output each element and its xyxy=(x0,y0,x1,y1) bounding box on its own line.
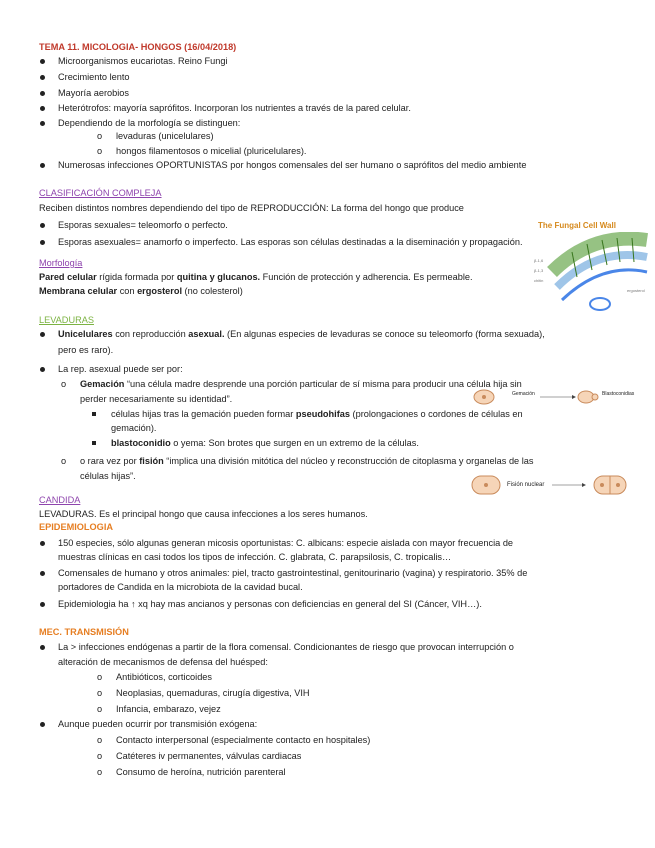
paragraph: Pared celular rígida formada por quitina y glucanos. Función de protección y adherencia. Es permeable. xyxy=(39,272,473,282)
list-item: Neoplasias, quemaduras, cirugía digestiva, VIH xyxy=(116,688,310,698)
sub-bullet: o xyxy=(61,379,67,389)
list-item: 150 especies, sólo algunas generan micosis oportunistas: C. albicans: especie aislada con mayor frecuencia de xyxy=(58,538,514,548)
list-item: Contacto interpersonal (especialmente contacto en hospitales) xyxy=(116,735,371,745)
section-heading-transmision: MEC. TRANSMISIÓN xyxy=(39,627,129,637)
list-item: Comensales de humano y otros animales: piel, tracto gastrointestinal, genitourinario (vagina) y respiratorio. 35% de xyxy=(58,568,528,578)
section-heading-morfologia: Morfología xyxy=(39,258,83,268)
fision-diagram xyxy=(470,474,630,498)
list-item: Aunque pueden ocurrir por transmisión exógena: xyxy=(58,719,258,729)
list-item: hongos filamentosos o micelial (pluricelulares). xyxy=(116,146,307,156)
list-item: levaduras (unicelulares) xyxy=(116,131,214,141)
list-item: Dependiendo de la morfología se distinguen: xyxy=(58,118,241,128)
list-item: Antibióticos, corticoides xyxy=(116,672,213,682)
bullet xyxy=(40,106,45,111)
sub-bullet: o xyxy=(97,751,103,761)
sub-bullet: o xyxy=(97,704,103,714)
bullet xyxy=(40,367,45,372)
sub-bullet: o xyxy=(61,456,67,466)
sub-bullet: o xyxy=(97,688,103,698)
section-heading-levaduras: LEVADURAS xyxy=(39,315,94,325)
paragraph: Reciben distintos nombres dependiendo del tipo de REPRODUCCIÓN: La forma del hongo que produce xyxy=(39,203,464,213)
bullet xyxy=(40,645,45,650)
sub-bullet: o xyxy=(97,767,103,777)
list-item: Mayoría aerobios xyxy=(58,88,129,98)
bullet xyxy=(40,240,45,245)
bullet xyxy=(40,602,45,607)
list-item: Catéteres iv permanentes, válvulas cardiacas xyxy=(116,751,302,761)
list-item: Unicelulares con reproducción asexual. (En algunas especies de levaduras se conoce su teleomorfo (forma sexuada), xyxy=(58,329,545,339)
list-item: Microorganismos eucariotas. Reino Fungi xyxy=(58,56,228,66)
list-item-cont: perder necesariamente su identidad”. xyxy=(80,394,233,404)
svg-text:β-1,6: β-1,6 xyxy=(534,258,544,263)
list-item: Esporas asexuales= anamorfo o imperfecto. Las esporas son células destinadas a la diseminación y propagación. xyxy=(58,237,523,247)
bullet xyxy=(92,441,96,445)
sub-bullet: o xyxy=(97,735,103,745)
list-item-cont: muestras clínicas en casi todos los tipos de infección. C. glabrata, C. parapsilosis, C. tropicalis… xyxy=(58,552,452,562)
list-item: Infancia, embarazo, vejez xyxy=(116,704,221,714)
bullet xyxy=(40,75,45,80)
sub-bullet: o xyxy=(97,131,103,141)
list-item: o rara vez por fisión “implica una división mitótica del núcleo y reconstrucción de citoplasma y organelas de las xyxy=(80,456,534,466)
diagram-label-blastoconidias: Blastoconidias xyxy=(602,391,635,397)
section-heading-clasificacion: CLASIFICACIÓN COMPLEJA xyxy=(39,188,162,198)
page-title: TEMA 11. MICOLOGIA- HONGOS (16/04/2018) xyxy=(39,42,237,52)
bullet xyxy=(40,163,45,168)
list-item-cont: células hijas”. xyxy=(80,471,136,481)
list-item-cont: pero es raro). xyxy=(58,345,114,355)
list-item: Gemación “una célula madre desprende una porción particular de sí misma para producir una célula hija sin xyxy=(80,379,522,389)
bullet xyxy=(40,541,45,546)
svg-text:β-1,3: β-1,3 xyxy=(534,268,544,273)
sub-bullet: o xyxy=(97,146,103,156)
list-item: La rep. asexual puede ser por: xyxy=(58,364,183,374)
bullet xyxy=(40,571,45,576)
fungal-cell-wall-figure xyxy=(532,232,650,322)
list-item: Heterótrofos: mayoría saprófitos. Incorporan los nutrientes a través de la pared celular. xyxy=(58,103,411,113)
bullet xyxy=(40,91,45,96)
bullet xyxy=(40,722,45,727)
svg-text:chitin: chitin xyxy=(534,278,544,283)
bullet xyxy=(40,332,45,337)
list-item: La > infecciones endógenas a partir de la flora comensal. Condicionantes de riesgo que provocan interrupción o xyxy=(58,642,514,652)
diagram-label-gemacion: Gemación xyxy=(512,391,535,397)
list-item: Crecimiento lento xyxy=(58,72,130,82)
bullet xyxy=(40,121,45,126)
bullet xyxy=(92,412,96,416)
list-item: Epidemiologia ha ↑ xq hay mas ancianos y personas con deficiencias en general del SI (Cáncer, VIH…). xyxy=(58,599,482,609)
section-heading-epidemiologia: EPIDEMIOLOGIA xyxy=(39,522,114,532)
list-item: células hijas tras la gemación pueden formar pseudohifas (prolongaciones o cordones de células en xyxy=(111,409,523,419)
list-item: Numerosas infecciones OPORTUNISTAS por hongos comensales del ser humano o saprófitos del medio ambiente xyxy=(58,160,527,170)
list-item-cont: alteración de mecanismos de defensa del huésped: xyxy=(58,657,268,667)
bullet xyxy=(40,223,45,228)
figure-title: The Fungal Cell Wall xyxy=(538,221,616,230)
svg-text:ergosterol: ergosterol xyxy=(627,288,645,293)
bullet xyxy=(40,59,45,64)
list-item-cont: gemación). xyxy=(111,423,157,433)
paragraph: Membrana celular con ergosterol (no colesterol) xyxy=(39,286,243,296)
sub-bullet: o xyxy=(97,672,103,682)
list-item: Consumo de heroína, nutrición parenteral xyxy=(116,767,286,777)
list-item-cont: portadores de Candida en la microbiota de la cavidad bucal. xyxy=(58,582,303,592)
section-heading-candida: CANDIDA xyxy=(39,495,81,505)
diagram-label-fision: Fisión nuclear xyxy=(507,482,545,488)
paragraph: LEVADURAS. Es el principal hongo que causa infecciones a los seres humanos. xyxy=(39,509,368,519)
list-item: Esporas sexuales= teleomorfo o perfecto. xyxy=(58,220,228,230)
list-item: blastoconidio o yema: Son brotes que surgen en un extremo de la células. xyxy=(111,438,419,448)
